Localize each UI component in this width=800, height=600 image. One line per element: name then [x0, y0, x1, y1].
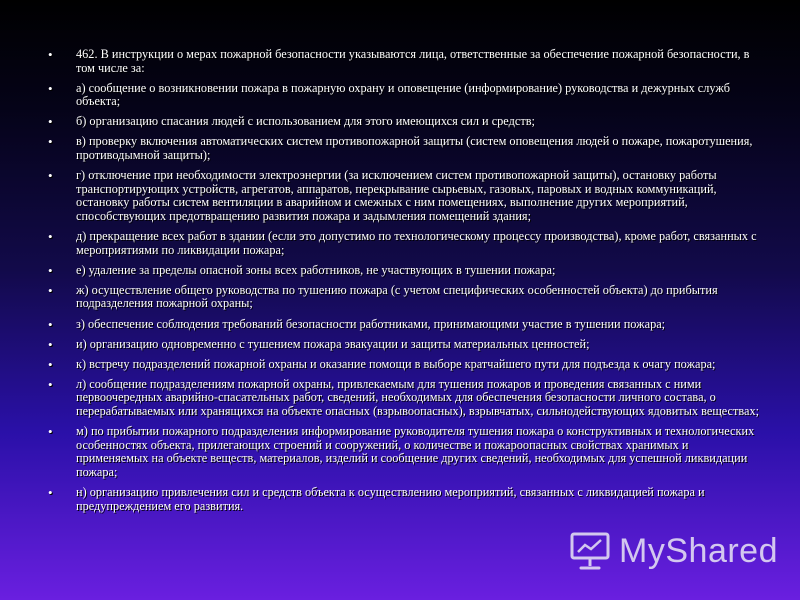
watermark-text: MyShared	[619, 531, 778, 570]
list-item	[48, 425, 760, 479]
list-item-text: м) по прибытии пожарного подразделения информирование руководителя тушения пожара о конструктивных и технологических особенностях объекта, прилегающих строений и сооружений, о количестве и пожароопасных свойствах хранимых и применяемых на объекте веществ, материалов, изделий и сообщение других сведений, необходимых для успешной ликвидации пожара;	[76, 424, 755, 479]
list-item	[48, 378, 760, 419]
list-item-text: л) сообщение подразделениям пожарной охраны, привлекаемым для тушения пожаров и проведения связанных с ними первоочередных аварийно-спасательных работ, сведений, необходимых для обеспечения безопасности личного состава, о перерабатываемых или хранящихся на объекте опасных (взрывоопасных), взрывчатых, сильнодействующих ядовитых веществах;	[76, 376, 760, 418]
bullet-dot: •	[48, 424, 53, 440]
list-item	[48, 82, 760, 109]
list-item-text: н) организацию привлечения сил и средств объекта к осуществлению мероприятий, связанных с ликвидацией пожара и предупреждением его развития.	[76, 484, 705, 513]
list-item	[48, 338, 760, 352]
bullet-dot: •	[48, 484, 53, 500]
slide-content	[48, 48, 760, 520]
list-item	[48, 230, 760, 257]
bullet-dot: •	[48, 356, 53, 372]
list-item	[48, 169, 760, 223]
list-item	[48, 318, 760, 332]
list-item	[48, 135, 760, 162]
bullet-dot: •	[48, 229, 53, 245]
list-item-text: б) организацию спасания людей с использованием для этого имеющихся сил и средств;	[76, 114, 535, 129]
bullet-dot: •	[48, 114, 53, 130]
list-item-text: к) встречу подразделений пожарной охраны и оказание помощи в выборе кратчайшего пути для подъезда к очагу пожара;	[76, 356, 716, 371]
bullet-dot: •	[48, 376, 53, 392]
bullet-dot: •	[48, 336, 53, 352]
list-item	[48, 284, 760, 311]
list-item-text: з) обеспечение соблюдения требований безопасности работниками, принимающими участие в тушении пожара;	[76, 316, 666, 331]
list-item-text: ж) осуществление общего руководства по тушению пожара (с учетом специфических особенностей объекта) до прибытия подразделения пожарной охраны;	[76, 282, 718, 311]
bullet-dot: •	[48, 282, 53, 298]
list-item	[48, 48, 760, 75]
bullet-dot: •	[48, 262, 53, 278]
bullet-dot: •	[48, 168, 53, 184]
bullet-dot: •	[48, 316, 53, 332]
myshared-watermark	[567, 528, 778, 574]
list-item-text: а) сообщение о возникновении пожара в пожарную охрану и оповещение (информирование) руководства и дежурных служб объекта;	[76, 80, 730, 109]
list-item-text: д) прекращение всех работ в здании (если это допустимо по технологическому процессу производства), кроме работ, связанных с мероприятиями по ликвидации пожара;	[76, 229, 757, 257]
list-item	[48, 486, 760, 513]
list-item-text: в) проверку включения автоматических систем противопожарной защиты (систем оповещения людей о пожаре, пожаротушения, противодымной защиты);	[76, 134, 753, 163]
list-item-text: г) отключение при необходимости электроэнергии (за исключением систем противопожарной защиты), остановку работы транспортирующих устройств, агрегатов, аппаратов, перекрывание сырьевых, газовых, паровых и водных коммуникаций, остановку работы систем вентиляции в аварийном и смежных с ним помещениях, выполнение других мероприятий, способствующих предотвращению развития пожара и задымления помещений здания;	[76, 168, 717, 223]
bullet-dot: •	[48, 134, 53, 150]
list-item	[48, 115, 760, 129]
list-item-text: е) удаление за пределы опасной зоны всех работников, не участвующих в тушении пожара;	[76, 262, 556, 277]
list-item	[48, 358, 760, 372]
list-item-text: 462. В инструкции о мерах пожарной безопасности указываются лица, ответственные за обеспечение пожарной безопасности, в том числе за:	[76, 47, 750, 75]
list-item	[48, 264, 760, 278]
bullet-dot: •	[48, 80, 53, 96]
bullet-list	[48, 48, 760, 513]
presentation-screen-icon	[567, 528, 613, 574]
bullet-dot: •	[48, 47, 53, 62]
list-item-text: и) организацию одновременно с тушением пожара эвакуации и защиты материальных ценностей;	[76, 336, 590, 351]
